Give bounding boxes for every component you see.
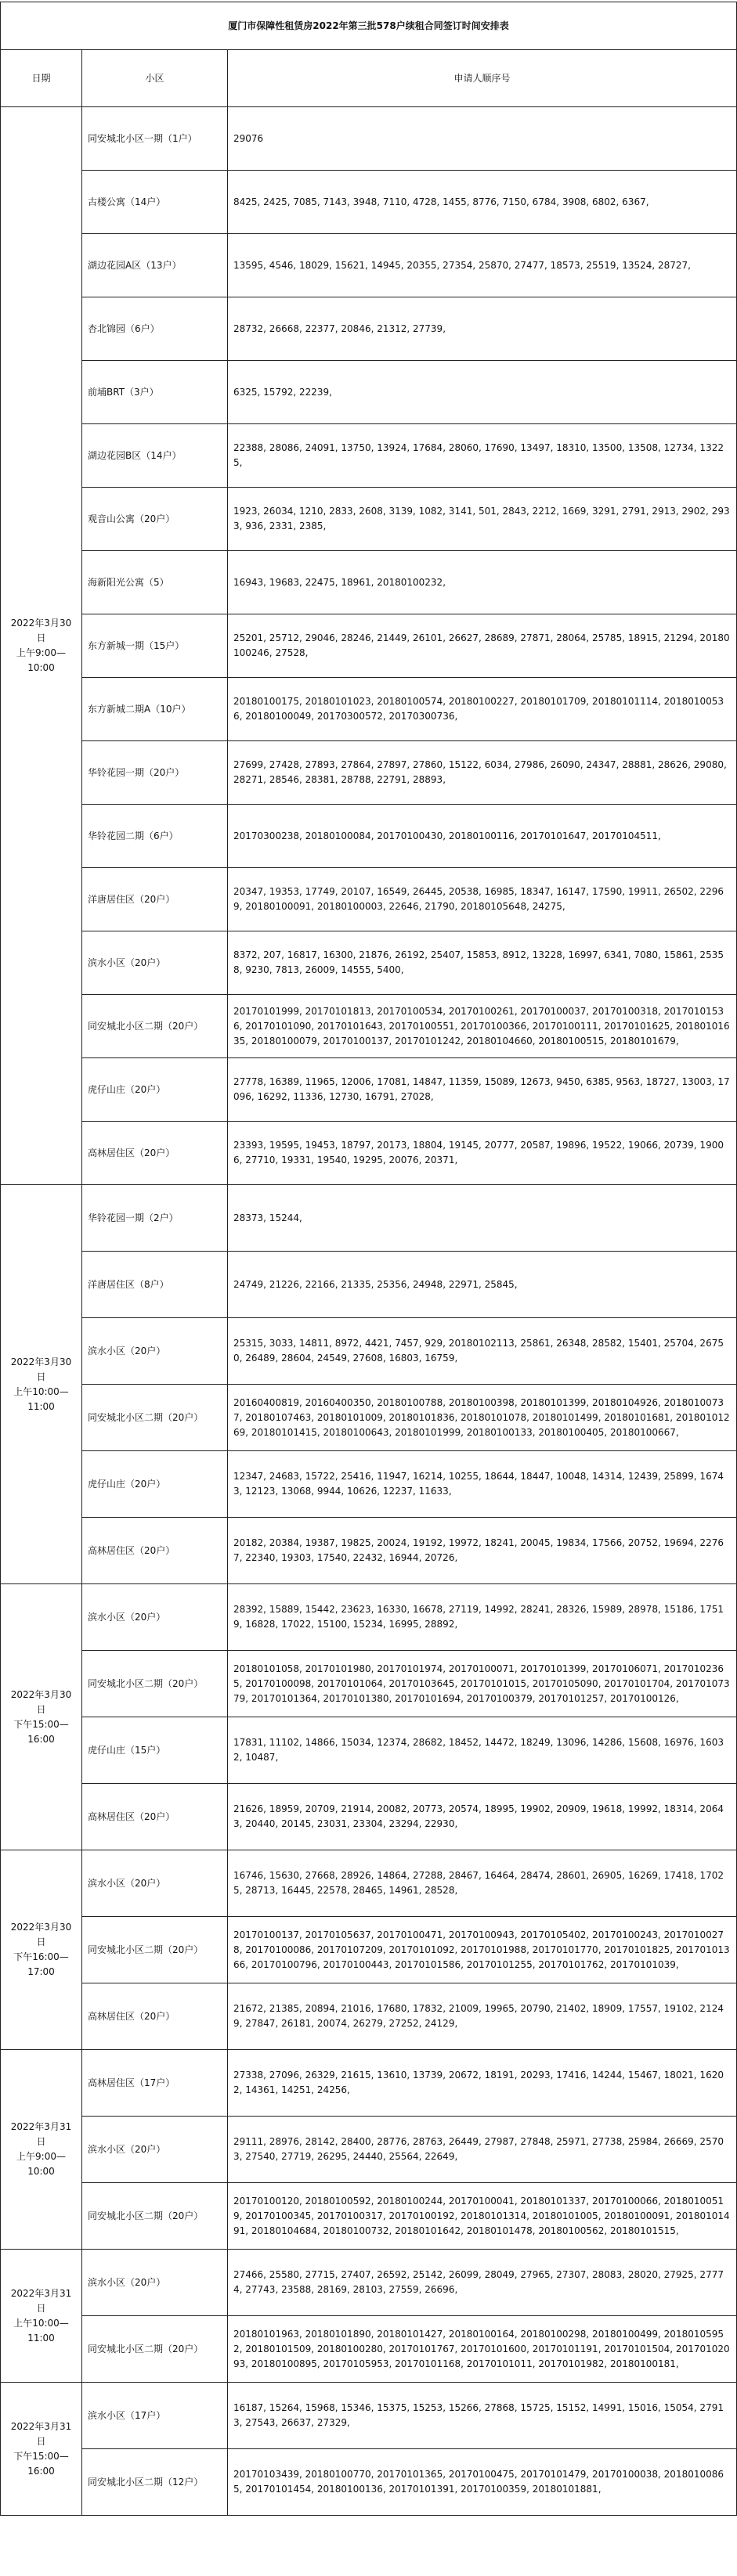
area-name: 湖边花园A区（13户）: [82, 234, 228, 297]
applicant-numbers: 20170103439, 20180100770, 20170101365, 20170100475, 20170101479, 20170100038, 20180100865, 20170101454, 20180100136, 20170101391, 20170100359, 20180101881,: [228, 2449, 737, 2516]
table-row: [1, 678, 737, 741]
session-date-cell: [1, 1850, 82, 2050]
area-name: 滨水小区（20户）: [82, 1850, 228, 1917]
area-name: 观音山公寓（20户）: [82, 488, 228, 551]
session-date-cell: [1, 2250, 82, 2383]
applicant-numbers: 16746, 15630, 27668, 28926, 14864, 27288, 28467, 16464, 28474, 28601, 26905, 16269, 17418, 17025, 28713, 16445, 22578, 28465, 14961, 28528,: [228, 1850, 737, 1917]
header-date: 日期: [1, 50, 82, 107]
table-row: [1, 1122, 737, 1185]
title-row: [1, 2, 737, 50]
applicant-numbers: 22388, 28086, 24091, 13750, 13924, 17684, 28060, 17690, 13497, 18310, 13500, 13508, 12734, 13225,: [228, 424, 737, 488]
table-row: [1, 1717, 737, 1784]
applicant-numbers: 27699, 27428, 27893, 27864, 27897, 27860, 15122, 6034, 27986, 26090, 24347, 28881, 28626, 29080, 28271, 28546, 28381, 28788, 22791, 28893,: [228, 741, 737, 805]
header-row: [1, 50, 737, 107]
area-name: 东方新城一期（15户）: [82, 614, 228, 678]
applicant-numbers: 29111, 28976, 28142, 28400, 28776, 28763, 26449, 27987, 27848, 25971, 27738, 25984, 26669, 25703, 27540, 27719, 26295, 24440, 25564, 22649,: [228, 2117, 737, 2183]
applicant-numbers: 25201, 25712, 29046, 28246, 21449, 26101, 26627, 28689, 27871, 28064, 25785, 18915, 21294, 20180100246, 27528,: [228, 614, 737, 678]
area-name: 古楼公寓（14户）: [82, 171, 228, 234]
applicant-numbers: 20170100120, 20180100592, 20180100244, 20170100041, 20180101337, 20170100066, 20180100519, 20170100345, 20170100317, 20170100192, 20180101314, 20180101005, 20180100091, 20180101491, 20180104684, 20180100732, 20180101642, 20180101478, 20180100562, 20180101515,: [228, 2183, 737, 2250]
table-row: [1, 107, 737, 171]
table-row: [1, 931, 737, 995]
table-row: [1, 2449, 737, 2516]
applicant-numbers: 8372, 207, 16817, 16300, 21876, 26192, 25407, 15853, 8912, 13228, 16997, 6341, 7080, 15861, 25358, 9230, 7813, 26009, 14555, 5400,: [228, 931, 737, 995]
table-row: [1, 1917, 737, 1983]
session-time: 上午10:00—11:00: [13, 2317, 69, 2344]
session-date: 2022年3月30日: [10, 1688, 72, 1715]
table-row: [1, 741, 737, 805]
table-row: [1, 1784, 737, 1850]
area-name: 同安城北小区二期（12户）: [82, 2449, 228, 2516]
table-row: [1, 488, 737, 551]
applicant-numbers: 20182, 20384, 19387, 19825, 20024, 19192, 19972, 18241, 20045, 19834, 17566, 20752, 19694, 22767, 22340, 19303, 17540, 22432, 16944, 20726,: [228, 1518, 737, 1584]
applicant-numbers: 29076: [228, 107, 737, 171]
applicant-numbers: 6325, 15792, 22239,: [228, 361, 737, 424]
session-date: 2022年3月30日: [10, 1356, 72, 1382]
area-name: 高林居住区（17户）: [82, 2050, 228, 2117]
session-date-cell: [1, 2050, 82, 2250]
area-name: 滨水小区（20户）: [82, 1318, 228, 1385]
applicant-numbers: 27466, 25580, 27715, 27407, 26592, 25142, 26099, 28049, 27965, 27307, 28083, 28020, 27925, 27774, 27743, 23588, 28169, 28103, 27559, 26696,: [228, 2250, 737, 2316]
table-row: [1, 1252, 737, 1318]
area-name: 洋唐居住区（8户）: [82, 1252, 228, 1318]
table-row: [1, 2383, 737, 2449]
area-name: 同安城北小区一期（1户）: [82, 107, 228, 171]
applicant-numbers: 20170300238, 20180100084, 20170100430, 20180100116, 20170101647, 20170104511,: [228, 805, 737, 868]
table-row: [1, 614, 737, 678]
table-row: [1, 2250, 737, 2316]
session-time: 上午10:00—11:00: [13, 1385, 69, 1412]
table-row: [1, 1318, 737, 1385]
session-date-cell: [1, 107, 82, 1185]
area-name: 高林居住区（20户）: [82, 1983, 228, 2050]
area-name: 滨水小区（20户）: [82, 2250, 228, 2316]
table-row: [1, 424, 737, 488]
table-row: [1, 361, 737, 424]
area-name: 高林居住区（20户）: [82, 1518, 228, 1584]
session-time: 下午15:00—16:00: [13, 2450, 69, 2477]
area-name: 华铃花园二期（6户）: [82, 805, 228, 868]
area-name: 洋唐居住区（20户）: [82, 868, 228, 931]
area-name: 同安城北小区二期（20户）: [82, 2316, 228, 2383]
table-row: [1, 1983, 737, 2050]
table-row: [1, 171, 737, 234]
session-date-cell: [1, 2383, 82, 2516]
applicant-numbers: 20180100175, 20180101023, 20180100574, 20180100227, 20180101709, 20180101114, 20180100536, 20180100049, 20170300572, 20170300736,: [228, 678, 737, 741]
table-row: [1, 2316, 737, 2383]
area-name: 虎仔山庄（20户）: [82, 1451, 228, 1518]
area-name: 滨水小区（20户）: [82, 931, 228, 995]
applicant-numbers: 21626, 18959, 20709, 21914, 20082, 20773, 20574, 18995, 19902, 20909, 19618, 19992, 18314, 20643, 20440, 20145, 23031, 23304, 23294, 22930,: [228, 1784, 737, 1850]
area-name: 同安城北小区二期（20户）: [82, 1917, 228, 1983]
table-row: [1, 868, 737, 931]
table-row: [1, 297, 737, 361]
area-name: 虎仔山庄（20户）: [82, 1058, 228, 1122]
applicant-numbers: 28732, 26668, 22377, 20846, 21312, 27739,: [228, 297, 737, 361]
header-area: 小区: [82, 50, 228, 107]
area-name: 同安城北小区二期（20户）: [82, 2183, 228, 2250]
applicant-numbers: 20160400819, 20160400350, 20180100788, 20180100398, 20180101399, 20180104926, 20180100737, 20180107463, 20180101009, 20180101836, 20180101078, 20180101499, 20180101681, 20180101269, 20180101415, 20180100643, 20180101999, 20180100133, 20180100405, 20180100667,: [228, 1385, 737, 1451]
applicant-numbers: 20180101963, 20180101890, 20180101427, 20180100164, 20180100298, 20180100499, 20180105952, 20180101509, 20180100280, 20170101767, 20170101600, 20170101191, 20170101504, 20170102093, 20180100895, 20170105953, 20170101168, 20170101011, 20170101982, 20180100181,: [228, 2316, 737, 2383]
area-name: 滨水小区（20户）: [82, 1584, 228, 1651]
table-row: [1, 995, 737, 1058]
area-name: 同安城北小区二期（20户）: [82, 1651, 228, 1717]
session-date: 2022年3月31日: [10, 2420, 72, 2447]
table-row: [1, 2183, 737, 2250]
table-row: [1, 1385, 737, 1451]
session-time: 上午9:00—10:00: [16, 647, 66, 673]
table-row: [1, 234, 737, 297]
area-name: 华铃花园一期（2户）: [82, 1185, 228, 1252]
table-row: [1, 2117, 737, 2183]
session-time: 下午15:00—16:00: [13, 1718, 69, 1745]
session-date-cell: [1, 1584, 82, 1850]
table-row: [1, 1850, 737, 1917]
session-date: 2022年3月30日: [10, 618, 72, 643]
applicant-numbers: 8425, 2425, 7085, 7143, 3948, 7110, 4728, 1455, 8776, 7150, 6784, 3908, 6802, 6367,: [228, 171, 737, 234]
table-row: [1, 1518, 737, 1584]
session-date-cell: [1, 1185, 82, 1584]
table-row: [1, 1651, 737, 1717]
applicant-numbers: 28373, 15244,: [228, 1185, 737, 1252]
header-nums: 申请人顺序号: [228, 50, 737, 107]
applicant-numbers: 16943, 19683, 22475, 18961, 20180100232,: [228, 551, 737, 614]
area-name: 高林居住区（20户）: [82, 1122, 228, 1185]
area-name: 华铃花园一期（20户）: [82, 741, 228, 805]
applicant-numbers: 23393, 19595, 19453, 18797, 20173, 18804, 19145, 20777, 20587, 19896, 19522, 19066, 20739, 19006, 27710, 19331, 19540, 19295, 20076, 20371,: [228, 1122, 737, 1185]
area-name: 同安城北小区二期（20户）: [82, 995, 228, 1058]
session-time: 下午16:00—17:00: [13, 1951, 69, 1977]
table-row: [1, 805, 737, 868]
applicant-numbers: 25315, 3033, 14811, 8972, 4421, 7457, 929, 20180102113, 25861, 26348, 28582, 15401, 25704, 26750, 26489, 28604, 24549, 27608, 16803, 16759,: [228, 1318, 737, 1385]
session-date: 2022年3月30日: [10, 1922, 72, 1947]
applicant-numbers: 16187, 15264, 15968, 15346, 15375, 15253, 15266, 27868, 15725, 15152, 14991, 15016, 15054, 27913, 27543, 26637, 27329,: [228, 2383, 737, 2449]
table-row: [1, 1058, 737, 1122]
table-row: [1, 2050, 737, 2117]
schedule-table: [0, 2, 737, 2516]
applicant-numbers: 12347, 24683, 15722, 25416, 11947, 16214, 10255, 18644, 18447, 10048, 14314, 12439, 25899, 16743, 12123, 13068, 9944, 10626, 12237, 11633,: [228, 1451, 737, 1518]
table-row: [1, 551, 737, 614]
area-name: 杏北锦园（6户）: [82, 297, 228, 361]
area-name: 湖边花园B区（14户）: [82, 424, 228, 488]
document-title: 厦门市保障性租赁房2022年第三批578户续租合同签订时间安排表: [1, 2, 737, 50]
applicant-numbers: 20170101999, 20170101813, 20170100534, 20170100261, 20170100037, 20170100318, 20170101536, 20170101090, 20170101643, 20170100551, 20170100366, 20170100111, 20170101625, 20180101635, 20180100079, 20170100137, 20170101242, 20180104660, 20180100515, 20180101679,: [228, 995, 737, 1058]
area-name: 东方新城二期A（10户）: [82, 678, 228, 741]
applicant-numbers: 20170100137, 20170105637, 20170100471, 20170100943, 20170105402, 20170100243, 20170100278, 20170100086, 20170107209, 20170101092, 20170101988, 20170101770, 20170101825, 20170101366, 20170100796, 20170100443, 20170101586, 20170101255, 20170101762, 20170101039,: [228, 1917, 737, 1983]
area-name: 前埔BRT（3户）: [82, 361, 228, 424]
applicant-numbers: 24749, 21226, 22166, 21335, 25356, 24948, 22971, 25845,: [228, 1252, 737, 1318]
table-row: [1, 1584, 737, 1651]
applicant-numbers: 27338, 27096, 26329, 21615, 13610, 13739, 20672, 18191, 20293, 17416, 14244, 15467, 18021, 16202, 14361, 14251, 24256,: [228, 2050, 737, 2117]
applicant-numbers: 17831, 11102, 14866, 15034, 12374, 28682, 18452, 14472, 18249, 13096, 14286, 15608, 16976, 16032, 10487,: [228, 1717, 737, 1784]
area-name: 虎仔山庄（15户）: [82, 1717, 228, 1784]
area-name: 高林居住区（20户）: [82, 1784, 228, 1850]
table-row: [1, 1451, 737, 1518]
session-time: 上午9:00—10:00: [16, 2151, 66, 2177]
applicant-numbers: 28392, 15889, 15442, 23623, 16330, 16678, 27119, 14992, 28241, 28326, 15989, 28978, 15186, 17519, 16828, 17022, 15100, 15234, 16995, 28892,: [228, 1584, 737, 1651]
applicant-numbers: 13595, 4546, 18029, 15621, 14945, 20355, 27354, 25870, 27477, 18573, 25519, 13524, 28727,: [228, 234, 737, 297]
applicant-numbers: 1923, 26034, 1210, 2833, 2608, 3139, 1082, 3141, 501, 2843, 2212, 1669, 3291, 2791, 2913, 2902, 2933, 936, 2331, 2385,: [228, 488, 737, 551]
area-name: 滨水小区（20户）: [82, 2117, 228, 2183]
session-date: 2022年3月31日: [10, 2287, 72, 2314]
area-name: 海新阳光公寓（5）: [82, 551, 228, 614]
table-row: [1, 1185, 737, 1252]
applicant-numbers: 20347, 19353, 17749, 20107, 16549, 26445, 20538, 16985, 18347, 16147, 17590, 19911, 26502, 22969, 20180100091, 20180100003, 22646, 21790, 20180105648, 24275,: [228, 868, 737, 931]
area-name: 同安城北小区二期（20户）: [82, 1385, 228, 1451]
session-date: 2022年3月31日: [10, 2121, 72, 2147]
applicant-numbers: 20180101058, 20170101980, 20170101974, 20170100071, 20170101399, 20170106071, 20170102365, 20170100098, 20170101064, 20170103645, 20170101015, 20170105090, 20170101704, 20170107379, 20170101364, 20170101380, 20170101694, 20170100379, 20170101257, 20170100126,: [228, 1651, 737, 1717]
area-name: 滨水小区（17户）: [82, 2383, 228, 2449]
applicant-numbers: 21672, 21385, 20894, 21016, 17680, 17832, 21009, 19965, 20790, 21402, 18909, 17557, 19102, 21249, 27847, 26181, 20074, 26279, 27252, 24129,: [228, 1983, 737, 2050]
applicant-numbers: 27778, 16389, 11965, 12006, 17081, 14847, 11359, 15089, 12673, 9450, 6385, 9563, 18727, 13003, 17096, 16292, 11336, 12730, 16791, 27028,: [228, 1058, 737, 1122]
